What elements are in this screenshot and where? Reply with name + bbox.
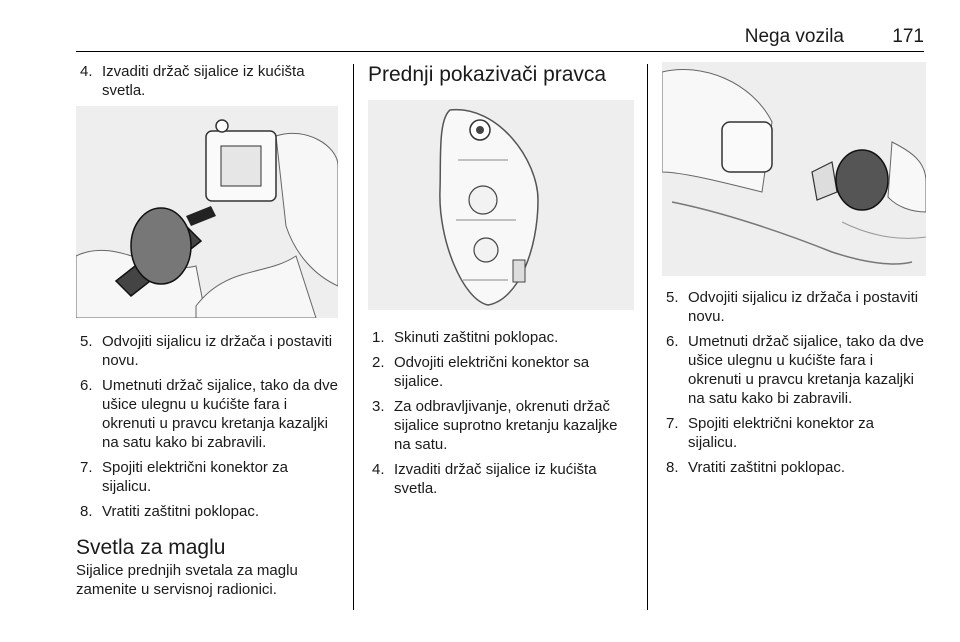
- step-item: [662, 414, 926, 452]
- step-number: 7.: [80, 459, 93, 476]
- step-text: Izvaditi držač sijalice iz kućišta svetla.: [394, 461, 597, 497]
- step-number: 3.: [372, 398, 385, 415]
- step-text: Odvojiti sijalicu iz držača i postaviti novu.: [688, 289, 919, 325]
- step-item: [368, 397, 636, 454]
- step-item: [76, 376, 340, 452]
- section-heading: Prednji pokazivači pravca: [368, 63, 607, 86]
- steps-list: [76, 62, 340, 100]
- step-text: Umetnuti držač sijalice, tako da dve ušice ulegnu u kućište fara i okrenuti u pravcu kretanja kazaljki na satu kako bi zabravili.: [688, 333, 924, 407]
- step-number: 4.: [372, 461, 385, 478]
- column-divider: [647, 64, 648, 610]
- indicator-bulb-illustration: [662, 62, 926, 276]
- page-header: [76, 24, 924, 52]
- bulb-holder-illustration: [76, 106, 338, 318]
- step-number: 1.: [372, 329, 385, 346]
- step-number: 5.: [80, 333, 93, 350]
- step-item: [662, 458, 926, 477]
- section-heading: Svetla za maglu: [76, 536, 226, 559]
- column-middle: [368, 62, 636, 504]
- step-item: [368, 328, 636, 347]
- step-item: [368, 460, 636, 498]
- step-number: 6.: [666, 333, 679, 350]
- steps-list: [662, 288, 926, 477]
- step-item: [76, 502, 340, 521]
- column-divider: [353, 64, 354, 610]
- step-number: 2.: [372, 354, 385, 371]
- section-title: Nega vozila: [744, 26, 844, 47]
- column-right: [662, 62, 926, 483]
- indicator-lamp-illustration: [368, 100, 634, 310]
- step-text: Vratiti zaštitni poklopac.: [102, 503, 260, 520]
- step-number: 6.: [80, 377, 93, 394]
- step-text: Umetnuti držač sijalice, tako da dve ušice ulegnu u kućište fara i okrenuti u pravcu kretanja kazaljki na satu kako bi zabravili.: [102, 377, 338, 451]
- step-text: Spojiti električni konektor za sijalicu.: [102, 459, 288, 495]
- step-text: Odvojiti električni konektor sa sijalice.: [394, 354, 590, 390]
- page-number: 171: [892, 26, 924, 47]
- step-text: Izvaditi držač sijalice iz kućišta svetla.: [102, 63, 305, 99]
- step-text: Vratiti zaštitni poklopac.: [688, 459, 846, 476]
- step-number: 7.: [666, 415, 679, 432]
- steps-list: [368, 328, 636, 498]
- column-left: [76, 62, 340, 599]
- step-number: 5.: [666, 289, 679, 306]
- step-item: [368, 353, 636, 391]
- step-number: 8.: [80, 503, 93, 520]
- step-text: Spojiti električni konektor za sijalicu.: [688, 415, 874, 451]
- step-item: [76, 62, 340, 100]
- steps-list: [76, 332, 340, 521]
- step-item: [76, 332, 340, 370]
- step-item: [662, 332, 926, 408]
- step-text: Za odbravljivanje, okrenuti držač sijalice suprotno kretanju kazaljke na satu.: [394, 398, 618, 453]
- step-item: [76, 458, 340, 496]
- step-text: Odvojiti sijalicu iz držača i postaviti novu.: [102, 333, 333, 369]
- step-number: 8.: [666, 459, 679, 476]
- step-number: 4.: [80, 63, 93, 80]
- step-text: Skinuti zaštitni poklopac.: [394, 329, 559, 346]
- step-item: [662, 288, 926, 326]
- paragraph: Sijalice prednjih svetala za maglu zamenite u servisnoj radionici.: [76, 562, 298, 598]
